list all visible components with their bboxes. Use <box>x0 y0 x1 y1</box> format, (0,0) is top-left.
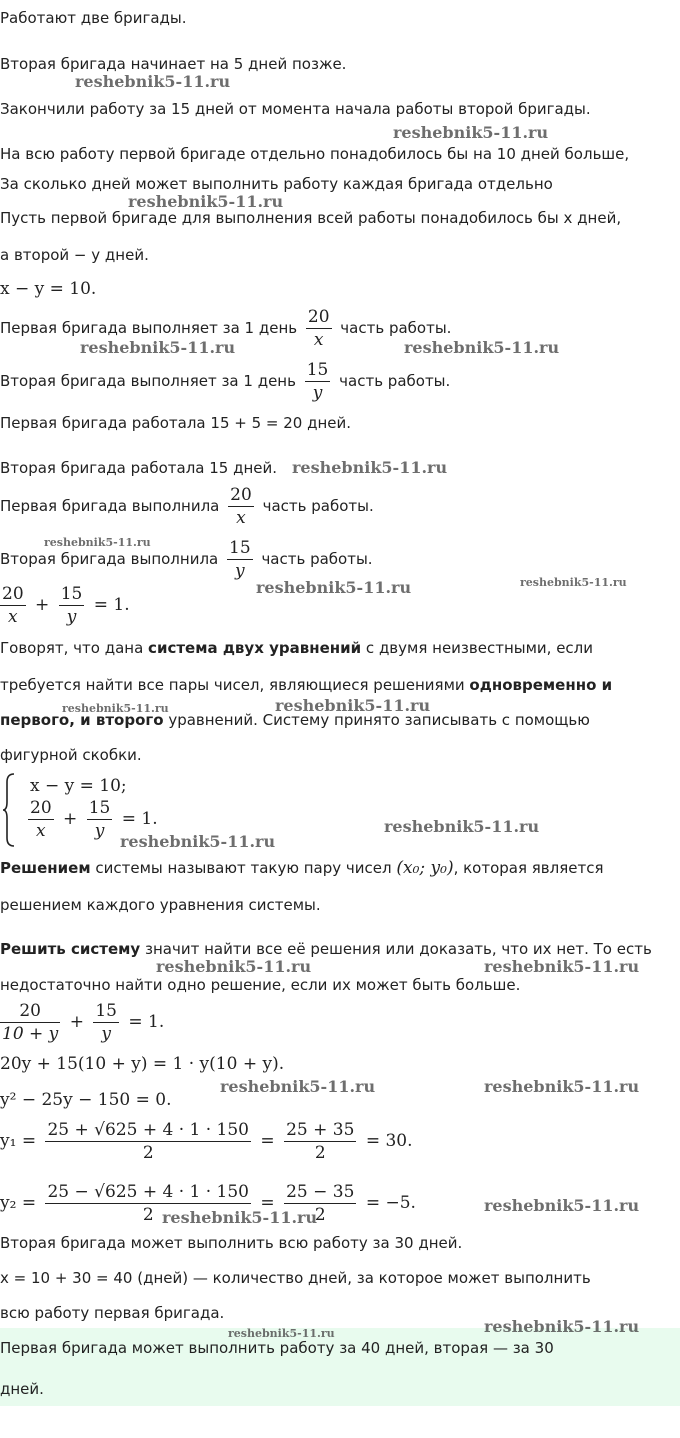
text: Первая бригада выполняет за 1 день <box>0 319 298 337</box>
equals-sign: = <box>260 1193 275 1213</box>
plus-sign: + <box>63 809 78 829</box>
watermark: reshebnik5-11.ru <box>62 702 169 715</box>
text: системы называют такую пару чисел <box>90 859 397 877</box>
answer-line-2: дней. <box>0 1380 44 1398</box>
watermark: reshebnik5-11.ru <box>156 957 312 976</box>
fraction <box>228 484 254 529</box>
term-both: первого, и второго <box>0 711 164 729</box>
fraction <box>59 583 85 628</box>
denominator: x <box>228 506 254 529</box>
equals-sign: = <box>260 1131 275 1151</box>
fraction <box>305 359 331 404</box>
plus-sign: + <box>69 1012 84 1032</box>
theory-line-8: недостаточно найти одно решение, если их может быть больше. <box>0 976 521 994</box>
solution-line-6: Первая бригада работала 15 + 5 = 20 дней. <box>0 414 352 432</box>
term-simultaneous: одновременно и <box>469 676 613 694</box>
problem-line-5: За сколько дней может выполнить работу каждая бригада отдельно <box>0 175 553 193</box>
numerator: 20 <box>230 485 252 505</box>
text: Вторая бригада выполняет за 1 день <box>0 372 296 390</box>
denominator: y <box>93 1022 119 1045</box>
denominator: y <box>227 559 253 582</box>
watermark: reshebnik5-11.ru <box>256 578 412 597</box>
curly-brace-icon <box>2 772 16 848</box>
numerator: 15 <box>95 1001 117 1021</box>
theory-line-5 <box>0 858 603 878</box>
watermark: reshebnik5-11.ru <box>75 72 231 91</box>
calc-root-y1 <box>0 1116 413 1166</box>
watermark: reshebnik5-11.ru <box>120 832 276 851</box>
pair-notation: (x₀; y₀) <box>396 858 454 878</box>
solution-line-7: Вторая бригада работала 15 дней. <box>0 459 278 477</box>
watermark: reshebnik5-11.ru <box>520 576 627 589</box>
text: уравнений. Систему принято записывать с помощью <box>163 711 590 729</box>
solution-line-5 <box>0 358 450 404</box>
system-equation-1: x − y = 10; <box>30 776 127 796</box>
denominator: 2 <box>45 1203 251 1226</box>
term-solve-system: Решить систему <box>0 940 141 958</box>
text: с двумя неизвестными, если <box>361 639 594 657</box>
equation-rhs: = −5. <box>365 1193 416 1213</box>
theory-line-1 <box>0 638 593 658</box>
watermark: reshebnik5-11.ru <box>384 817 540 836</box>
plus-sign: + <box>35 595 50 615</box>
watermark: reshebnik5-11.ru <box>292 458 448 477</box>
text: часть работы. <box>340 319 452 337</box>
fraction <box>284 1119 356 1164</box>
equation-x-minus-y: x − y = 10. <box>0 279 97 299</box>
fraction <box>306 306 332 351</box>
text: значит найти все её решения или доказать, что их нет. То есть <box>140 940 652 958</box>
solution-line-1: Пусть первой бригаде для выполнения всей работы понадобилось бы x дней, <box>0 209 622 227</box>
fraction <box>0 583 26 628</box>
watermark: reshebnik5-11.ru <box>44 536 151 549</box>
numerator: 25 + √625 + 4 · 1 · 150 <box>47 1120 250 1140</box>
solution-line-8 <box>0 483 374 529</box>
denominator: 2 <box>284 1141 356 1164</box>
watermark: reshebnik5-11.ru <box>484 1077 640 1096</box>
problem-line-2: Вторая бригада начинает на 5 дней позже. <box>0 55 347 73</box>
watermark: reshebnik5-11.ru <box>404 338 560 357</box>
theory-line-4: фигурной скобки. <box>0 746 142 764</box>
text: Первая бригада выполнила <box>0 497 220 515</box>
denominator: 10 + y <box>2 1024 59 1044</box>
watermark: reshebnik5-11.ru <box>393 123 549 142</box>
numerator: 25 + 35 <box>286 1120 355 1140</box>
equation-rhs: = 1. <box>121 809 158 829</box>
numerator: 20 <box>30 798 52 818</box>
numerator: 20 <box>19 1001 41 1021</box>
equation-rhs: = 30. <box>365 1131 413 1151</box>
problem-line-1: Работают две бригады. <box>0 9 187 27</box>
answer-line-1: Первая бригада может выполнить работу за 40 дней, вторая — за 30 <box>0 1339 554 1357</box>
denominator: x <box>306 328 332 351</box>
denominator: 2 <box>45 1141 251 1164</box>
text: часть работы. <box>339 372 451 390</box>
denominator: y <box>59 605 85 628</box>
watermark: reshebnik5-11.ru <box>220 1077 376 1096</box>
text: часть работы. <box>261 550 373 568</box>
calc-line-second-team: Вторая бригада может выполнить всю работу за 30 дней. <box>0 1234 463 1252</box>
fraction <box>93 1000 119 1045</box>
watermark: reshebnik5-11.ru <box>80 338 236 357</box>
denominator: x <box>28 819 54 842</box>
theory-line-7 <box>0 939 652 959</box>
fraction <box>0 1000 60 1045</box>
text: Говорят, что дана <box>0 639 149 657</box>
fraction <box>28 797 54 842</box>
equation-rhs: = 1. <box>93 595 130 615</box>
fraction <box>227 537 253 582</box>
numerator: 25 − √625 + 4 · 1 · 150 <box>47 1182 250 1202</box>
term-system: система двух уравнений <box>148 639 362 657</box>
solution-line-2: а второй − y дней. <box>0 246 149 264</box>
fraction <box>45 1119 251 1164</box>
text: требуется найти все пары чисел, являющиеся решениями <box>0 676 470 694</box>
calc-line-first-team-cont: всю работу первая бригада. <box>0 1304 225 1322</box>
calc-line-first-team: x = 10 + 30 = 40 (дней) — количество дней, за которое может выполнить <box>0 1269 591 1287</box>
theory-line-2 <box>0 675 612 695</box>
denominator: y <box>87 819 113 842</box>
text: Вторая бригада выполнила <box>0 550 219 568</box>
denominator: y <box>305 381 331 404</box>
root-label: y₂ = <box>0 1193 37 1213</box>
calc-quadratic: y² − 25y − 150 = 0. <box>0 1090 172 1110</box>
numerator: 15 <box>88 798 111 818</box>
denominator: x <box>0 605 26 628</box>
calc-expanded-equation: 20y + 15(10 + y) = 1 · y(10 + y). <box>0 1054 285 1074</box>
watermark: reshebnik5-11.ru <box>484 1196 640 1215</box>
numerator: 15 <box>306 360 329 380</box>
numerator: 20 <box>307 307 330 327</box>
equation-sum-fractions <box>0 582 130 628</box>
problem-line-3: Закончили работу за 15 дней от момента начала работы второй бригады. <box>0 100 591 118</box>
watermark: reshebnik5-11.ru <box>275 696 431 715</box>
watermark: reshebnik5-11.ru <box>484 1317 640 1336</box>
problem-line-4: На всю работу первой бригаде отдельно понадобилось бы на 10 дней больше, <box>0 145 630 163</box>
theory-line-6: решением каждого уравнения системы. <box>0 896 321 914</box>
numerator: 20 <box>2 584 24 604</box>
root-label: y₁ = <box>0 1131 37 1151</box>
watermark: reshebnik5-11.ru <box>128 192 284 211</box>
numerator: 25 − 35 <box>286 1182 355 1202</box>
calc-fraction-equation <box>0 998 164 1046</box>
watermark: reshebnik5-11.ru <box>228 1327 335 1340</box>
text: , которая является <box>453 859 604 877</box>
watermark: reshebnik5-11.ru <box>162 1208 318 1227</box>
numerator: 15 <box>229 538 251 558</box>
term-solution: Решением <box>0 859 91 877</box>
text: часть работы. <box>262 497 374 515</box>
equation-rhs: = 1. <box>128 1012 165 1032</box>
numerator: 15 <box>60 584 83 604</box>
denominator: 2 <box>284 1203 356 1226</box>
watermark: reshebnik5-11.ru <box>484 957 640 976</box>
fraction <box>87 797 113 842</box>
